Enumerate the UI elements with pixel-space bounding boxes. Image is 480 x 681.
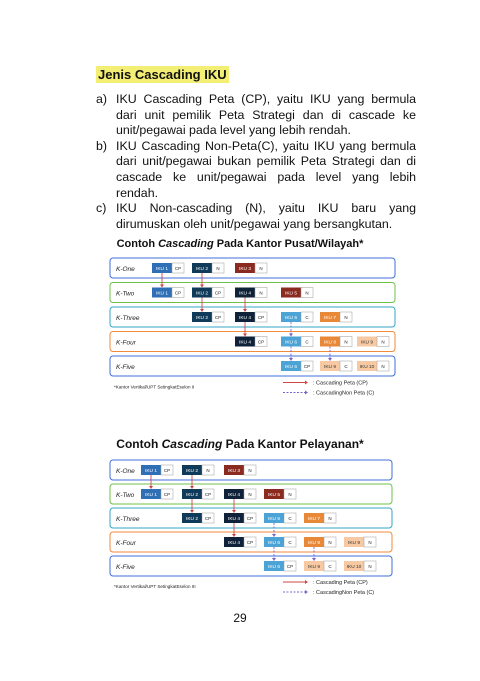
iku-label: IKU 2 xyxy=(196,267,208,272)
iku-label: IKU 6 xyxy=(268,565,280,570)
diagram-footnote: *Kantor Vertikal/UPT SetingkatEselon II xyxy=(114,384,195,390)
list-item-n xyxy=(96,201,416,232)
iku-type-label: CP xyxy=(214,290,222,296)
page-number: 29 xyxy=(233,611,247,625)
iku-label: IKU 1 xyxy=(145,469,157,474)
iku-type-label: CP xyxy=(257,339,265,345)
iku-type-label: CP xyxy=(303,364,311,369)
level-label: K-Three xyxy=(116,315,140,322)
list-text: IKU Non-cascading (N), yaitu IKU baru yang dirumuskan oleh unit/pegawai yang bersangkutan. xyxy=(116,201,416,231)
iku-type-label: N xyxy=(368,540,372,545)
iku-label: IKU 4 xyxy=(239,316,251,321)
iku-type-label: CP xyxy=(246,516,254,521)
iku-type-label: CP xyxy=(204,516,212,521)
legend-c-arrowhead xyxy=(305,590,308,594)
level-label: K-Two xyxy=(116,492,135,499)
iku-type-label: N xyxy=(381,339,385,345)
iku-type-label: N xyxy=(206,468,210,473)
iku-label: IKU 5 xyxy=(268,493,280,498)
level-label: K-One xyxy=(116,468,135,475)
list-text: IKU Cascading Non-Peta(C), yaitu IKU yang bermula dari unit/pegawai bukan pemilik Peta Strategi dan di cascade ke unit/pegawai pada level yang lebih rendah. xyxy=(116,138,416,200)
diagram1-cascading-chart xyxy=(0,252,480,402)
iku-type-label: C xyxy=(328,564,332,569)
iku-label: IKU 4 xyxy=(239,291,251,297)
legend-cp-arrowhead xyxy=(305,580,308,584)
iku-label: IKU 10 xyxy=(359,365,375,370)
iku-label: IKU 10 xyxy=(346,565,362,570)
cascading-type-list xyxy=(96,92,416,232)
iku-type-label: CP xyxy=(174,266,182,271)
iku-type-label: CP xyxy=(257,315,265,320)
iku-label: IKU 4 xyxy=(239,340,251,346)
list-item-c xyxy=(96,139,416,201)
iku-label: IKU 1 xyxy=(156,267,168,272)
iku-type-label: CP xyxy=(174,290,182,296)
iku-type-label: N xyxy=(344,315,348,320)
diagram2-cascading-chart xyxy=(0,454,480,604)
iku-label: IKU 6 xyxy=(285,340,297,346)
iku-label: IKU 6 xyxy=(268,517,280,522)
iku-type-label: C xyxy=(344,364,348,369)
iku-type-label: CP xyxy=(286,564,294,569)
legend-cp-arrowhead xyxy=(305,381,308,385)
iku-label: IKU 4 xyxy=(228,541,240,546)
iku-label: IKU 4 xyxy=(228,517,240,522)
legend-c-label: : CascadingNon Peta (C) xyxy=(313,390,375,397)
iku-type-label: CP xyxy=(163,492,171,497)
iku-label: IKU 3 xyxy=(239,267,251,272)
diagram1-title: Contoh Cascading Pada Kantor Pusat/Wilayah* xyxy=(116,238,364,250)
list-item-cp xyxy=(96,92,416,139)
level-label: K-Five xyxy=(116,364,135,371)
list-marker: b) xyxy=(96,138,108,153)
iku-label: IKU 9 xyxy=(324,365,336,370)
iku-type-label: N xyxy=(368,564,372,569)
legend-cp-label: : Cascading Peta (CP) xyxy=(313,380,368,387)
level-label: K-Four xyxy=(116,339,136,347)
iku-type-label: C xyxy=(305,339,309,345)
iku-label: IKU 3 xyxy=(228,469,240,474)
diagram2-title: Contoh Cascading Pada Kantor Pelayanan* xyxy=(116,437,364,451)
level-label: K-Four xyxy=(116,540,136,547)
section-heading: Jenis Cascading IKU xyxy=(98,67,227,82)
iku-label: IKU 6 xyxy=(285,365,297,370)
iku-type-label: N xyxy=(259,266,263,271)
iku-label: IKU 2 xyxy=(186,493,198,498)
iku-type-label: N xyxy=(288,492,292,497)
iku-label: IKU 6 xyxy=(268,541,280,546)
iku-label: IKU 8 xyxy=(308,541,320,546)
iku-type-label: C xyxy=(288,540,292,545)
legend-c-label: : CascadingNon Peta (C) xyxy=(313,590,375,596)
iku-type-label: N xyxy=(381,364,385,369)
list-marker: a) xyxy=(96,92,108,106)
iku-type-label: C xyxy=(288,516,292,521)
iku-type-label: N xyxy=(328,516,332,521)
iku-type-label: N xyxy=(259,290,263,296)
legend-c-arrowhead xyxy=(305,391,308,395)
iku-type-label: N xyxy=(328,540,332,545)
iku-label: IKU 5 xyxy=(285,291,297,297)
iku-type-label: N xyxy=(248,492,252,497)
iku-label: IKU 2 xyxy=(186,469,198,474)
iku-type-label: N xyxy=(216,266,220,271)
iku-label: IKU 2 xyxy=(186,517,198,522)
list-marker: c) xyxy=(96,201,107,216)
iku-label: IKU 1 xyxy=(156,291,168,297)
level-label: K-One xyxy=(116,266,135,273)
iku-type-label: C xyxy=(305,315,309,320)
iku-type-label: N xyxy=(344,339,348,345)
iku-type-label: N xyxy=(305,290,309,296)
iku-label: IKU 9 xyxy=(308,565,320,570)
iku-type-label: CP xyxy=(163,468,171,473)
iku-label: IKU 9 xyxy=(361,340,373,346)
iku-label: IKU 2 xyxy=(196,316,208,321)
iku-label: IKU 8 xyxy=(324,340,336,346)
iku-label: IKU 2 xyxy=(196,291,208,297)
level-label: K-Three xyxy=(116,516,140,523)
iku-type-label: N xyxy=(248,468,252,473)
level-label: K-Five xyxy=(116,564,135,571)
iku-type-label: CP xyxy=(246,540,254,545)
iku-label: IKU 6 xyxy=(285,316,297,321)
iku-label: IKU 1 xyxy=(145,493,157,498)
iku-label: IKU 4 xyxy=(228,493,240,498)
iku-type-label: CP xyxy=(214,315,222,320)
iku-label: IKU 7 xyxy=(324,316,336,321)
diagram-footnote: *Kantor Vertikal/UPT SetingkatEselon III xyxy=(114,584,196,589)
list-text: IKU Cascading Peta (CP), yaitu IKU yang bermula dari unit pemilik Peta Strategi dan di cascade ke unit/pegawai pada level yang lebih rendah. xyxy=(116,92,416,138)
iku-type-label: CP xyxy=(204,492,212,497)
iku-label: IKU 9 xyxy=(348,541,360,546)
iku-label: IKU 7 xyxy=(308,517,320,522)
legend-cp-label: : Cascading Peta (CP) xyxy=(313,580,368,586)
level-label: K-Two xyxy=(116,290,135,298)
